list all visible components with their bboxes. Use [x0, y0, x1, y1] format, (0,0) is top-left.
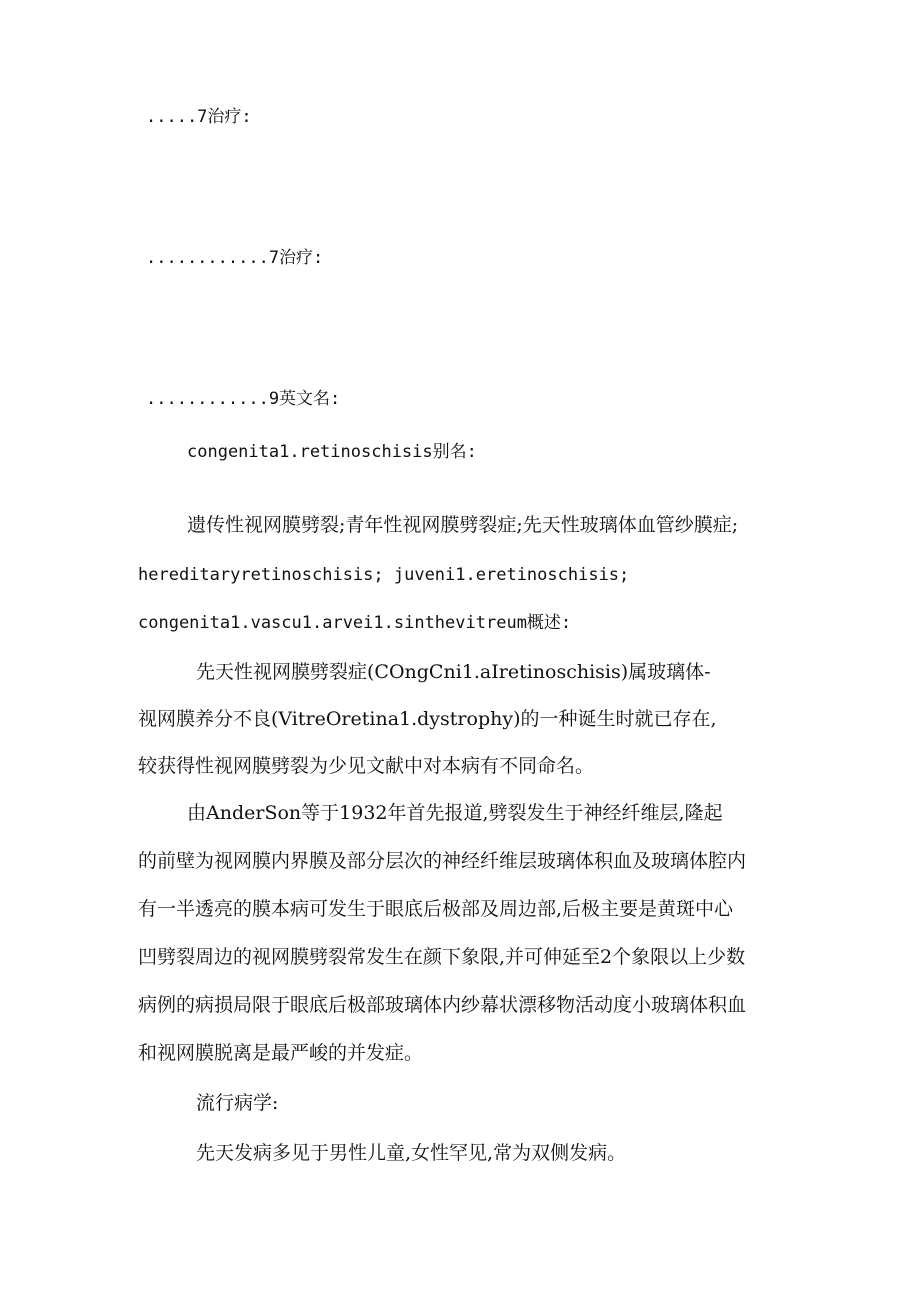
alias-english-line-1: hereditaryretinoschisis; juveni1.eretinoschisis;	[138, 565, 630, 585]
toc-entry-2: ............7治疗:	[146, 248, 324, 268]
history-line-6: 和视网膜脱离是最严峻的并发症。	[138, 1042, 424, 1064]
epidemiology-text: 先天发病多见于男性儿童,女性罕见,常为双侧发病。	[196, 1142, 627, 1164]
toc-entry-3: ............9英文名:	[146, 389, 341, 409]
overview-line-1: 先天性视网膜劈裂症(COngCni1.aIretinoschisis)属玻璃体-	[196, 661, 711, 683]
toc-entry-1: .....7治疗:	[146, 107, 252, 127]
overview-line-3: 较获得性视网膜劈裂为少见文献中对本病有不同命名。	[138, 755, 595, 777]
english-name-line: congenita1.retinoschisis别名:	[187, 442, 477, 462]
history-line-3: 有一半透亮的膜本病可发生于眼底后极部及周边部,后极主要是黄斑中心	[138, 898, 734, 920]
history-line-1: 由AnderSon等于1932年首先报道,劈裂发生于神经纤维层,隆起	[187, 802, 723, 824]
alias-chinese-line: 遗传性视网膜劈裂;青年性视网膜劈裂症;先天性玻璃体血管纱膜症;	[187, 514, 739, 536]
overview-line-2: 视网膜养分不良(VitreOretina1.dystrophy)的一种诞生时就已存在,	[138, 708, 717, 730]
epidemiology-heading: 流行病学:	[196, 1092, 279, 1114]
history-line-2: 的前壁为视网膜内界膜及部分层次的神经纤维层玻璃体积血及玻璃体腔内	[138, 850, 747, 872]
history-line-4: 凹劈裂周边的视网膜劈裂常发生在颜下象限,并可伸延至2个象限以上少数	[138, 946, 746, 968]
history-line-5: 病例的病损局限于眼底后极部玻璃体内纱幕状漂移物活动度小玻璃体积血	[138, 994, 747, 1016]
alias-english-line-2: congenita1.vascu1.arvei1.sinthevitreum概述:	[138, 613, 572, 633]
